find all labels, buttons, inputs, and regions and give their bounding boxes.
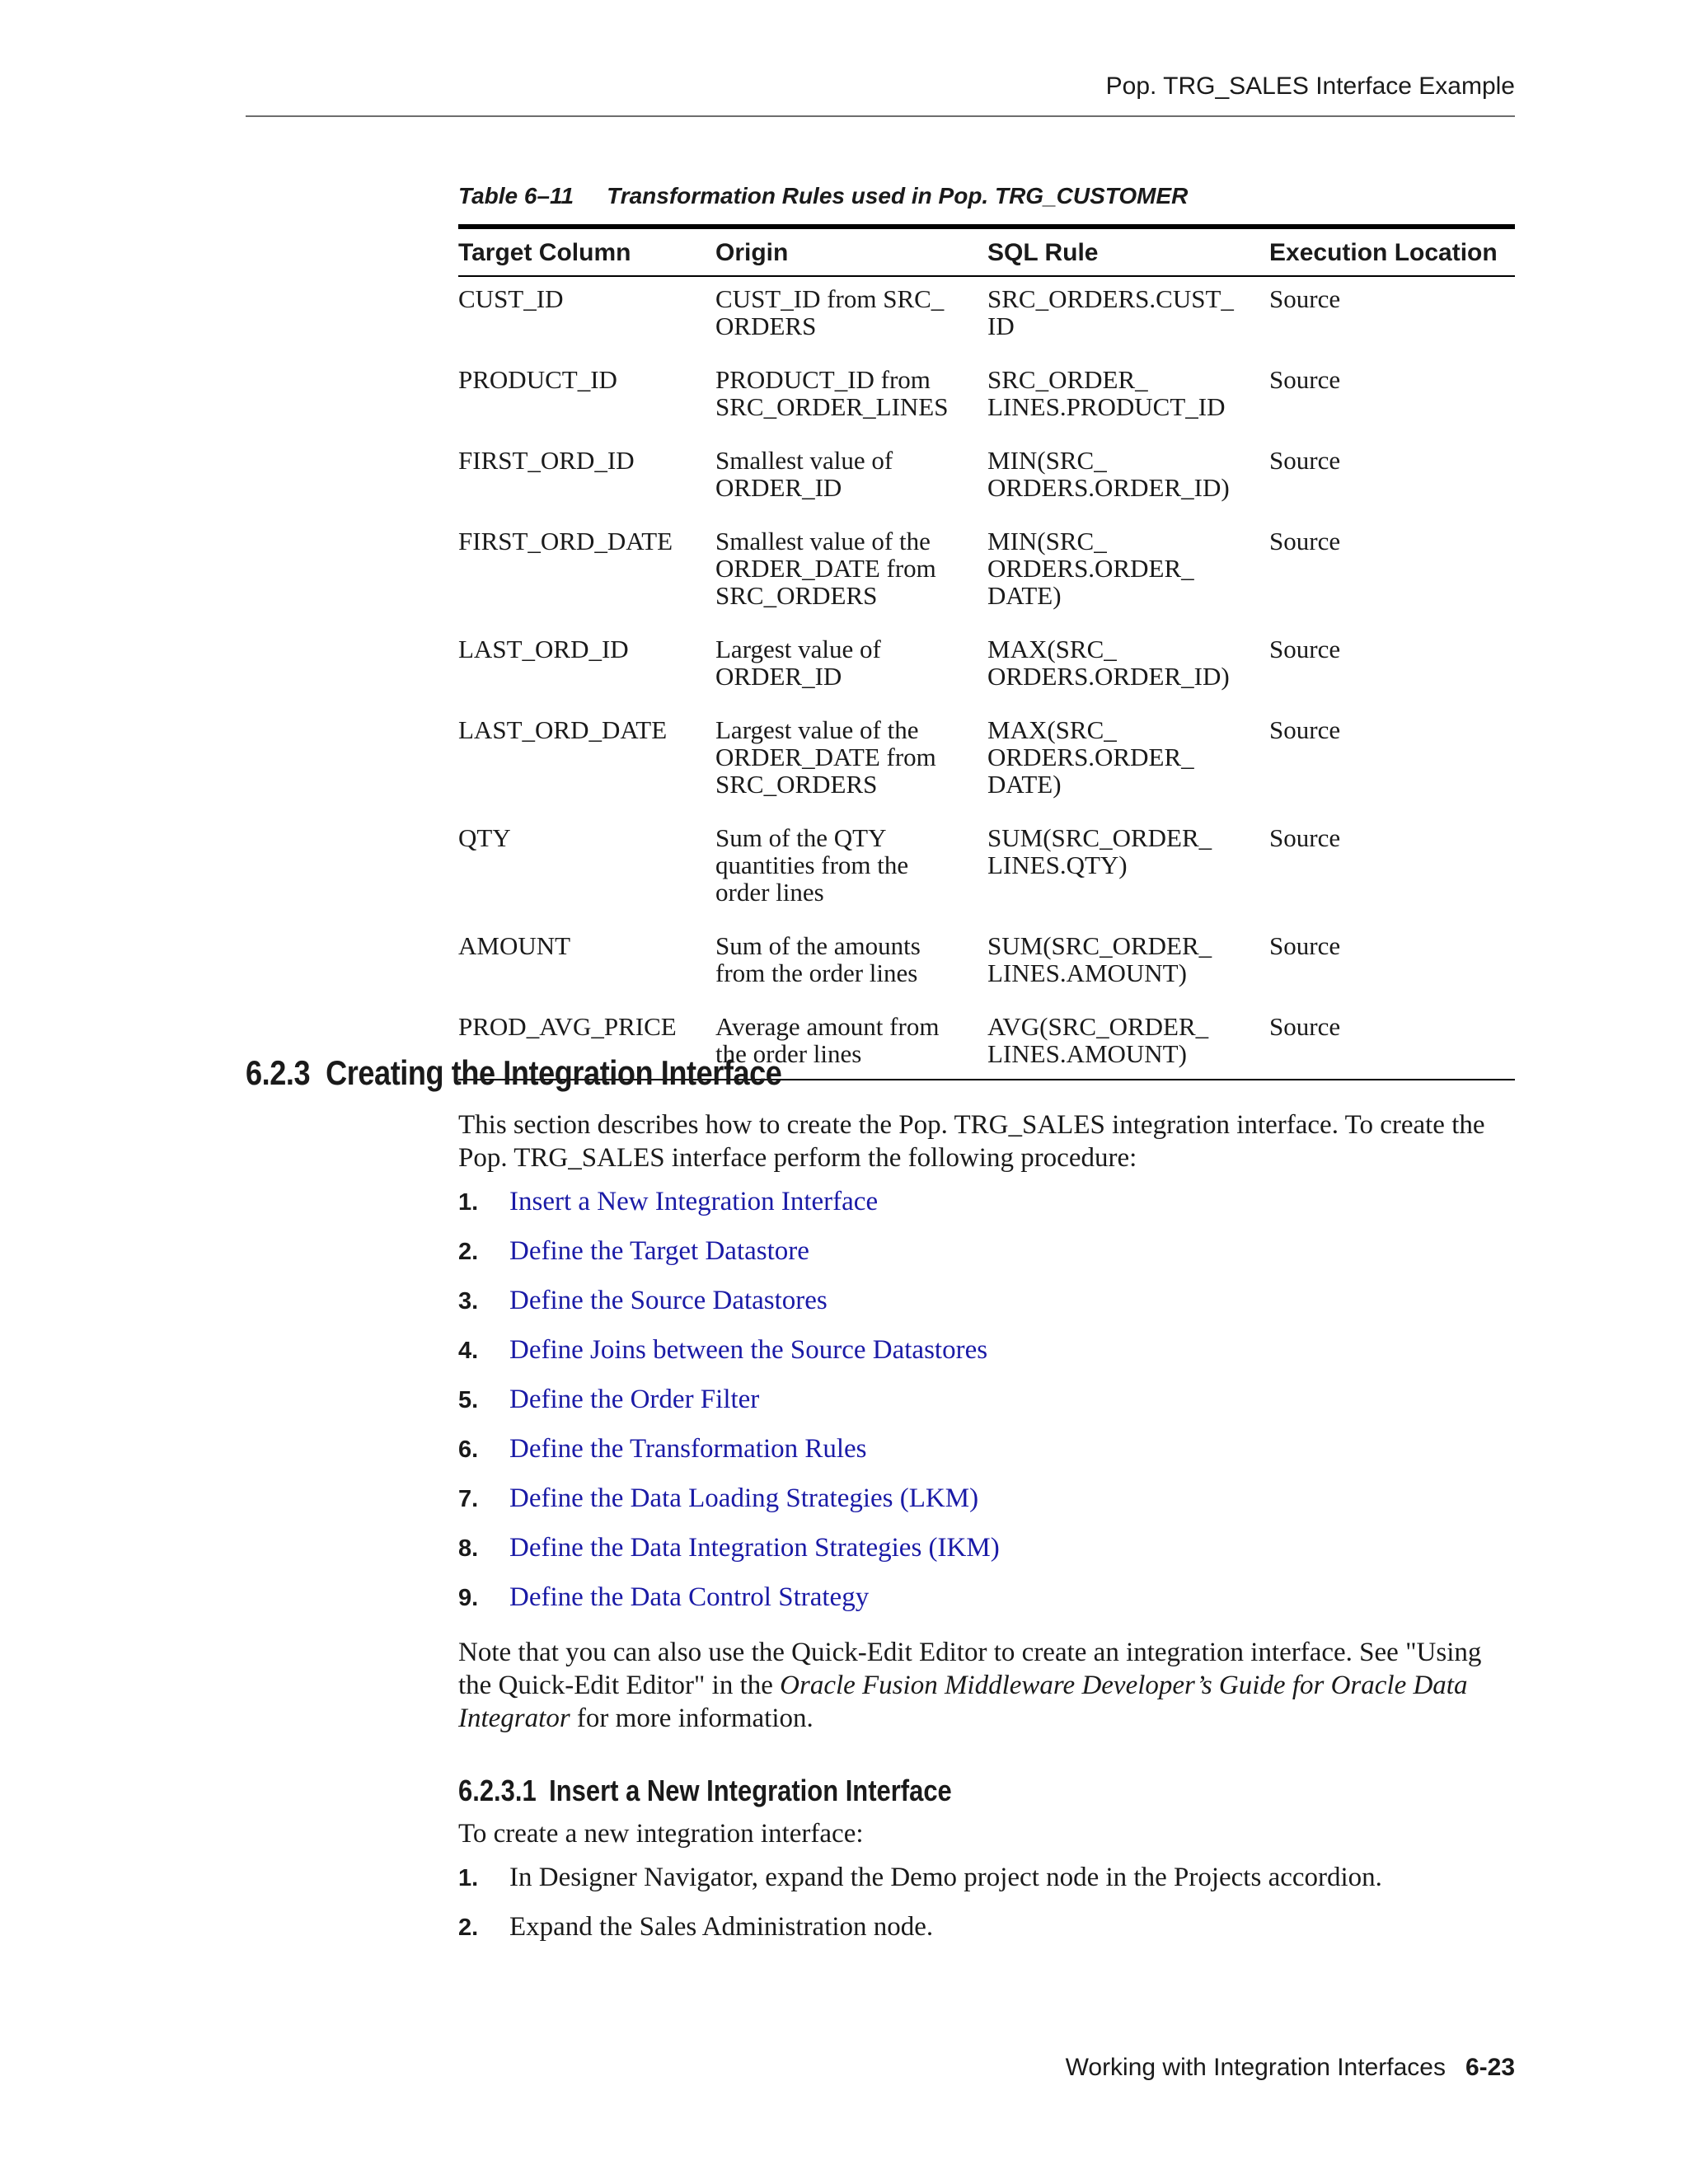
step-link[interactable]: Define the Data Control Strategy xyxy=(509,1582,870,1612)
table-cell: Sum of the amounts from the order lines xyxy=(715,931,921,987)
table-cell: SUM(SRC_ORDER_ LINES.QTY) xyxy=(987,823,1212,879)
step-number: 1. xyxy=(458,1189,479,1216)
table-row xyxy=(458,708,1515,816)
table-cell: Source xyxy=(1269,1012,1341,1041)
step-number: 1. xyxy=(458,1865,479,1891)
section-intro: This section describes how to create the Pop. TRG_SALES integration interface. To create the Pop. TRG_SALES interface perform the following procedure: xyxy=(458,1110,1485,1173)
table-cell: Source xyxy=(1269,527,1341,555)
procedure-steps xyxy=(458,1187,1515,1632)
note-text-start: Note that you can also use the Quick-Edit Editor to create an integration interface. See "Using the Quick-Edit Editor" in the xyxy=(458,1638,1482,1700)
step-link[interactable]: Define the Data Loading Strategies (LKM) xyxy=(509,1483,979,1513)
step-number: 9. xyxy=(458,1585,479,1611)
table-cell: PRODUCT_ID xyxy=(458,365,617,394)
table-row xyxy=(458,358,1515,438)
procedure-step xyxy=(458,1533,1515,1582)
procedure-step xyxy=(458,1582,1515,1632)
step-number: 5. xyxy=(458,1387,479,1413)
procedure-step xyxy=(458,1236,1515,1286)
table-header-row xyxy=(458,227,1515,276)
procedure-step xyxy=(458,1483,1515,1533)
header-execution-location: Execution Location xyxy=(1269,239,1498,266)
step-number: 6. xyxy=(458,1436,479,1463)
table-body xyxy=(458,276,1515,1080)
table-cell: MAX(SRC_ ORDERS.ORDER_ID) xyxy=(987,635,1230,691)
table-caption-number: Table 6–11 xyxy=(458,183,574,209)
step-link[interactable]: Define the Order Filter xyxy=(509,1385,760,1414)
section-number: 6.2.3 xyxy=(246,1053,311,1092)
table-cell: Smallest value of ORDER_ID xyxy=(715,446,893,502)
page-number: 6-23 xyxy=(1465,2054,1515,2081)
table-row xyxy=(458,627,1515,708)
table-row xyxy=(458,276,1515,358)
header-rule xyxy=(246,115,1515,117)
table-caption-title: Transformation Rules used in Pop. TRG_CUSTOMER xyxy=(607,183,1189,209)
table-cell: PRODUCT_ID from SRC_ORDER_LINES xyxy=(715,365,949,421)
subsection-heading xyxy=(458,1774,952,1808)
table-cell: MIN(SRC_ ORDERS.ORDER_ID) xyxy=(987,446,1230,502)
subsection-step xyxy=(458,1863,1515,1912)
table-cell: SRC_ORDER_ LINES.PRODUCT_ID xyxy=(987,365,1226,421)
step-number: 7. xyxy=(458,1486,479,1512)
table-row xyxy=(458,924,1515,1005)
step-number: 2. xyxy=(458,1915,479,1941)
subsection-intro: To create a new integration interface: xyxy=(458,1819,864,1849)
header-origin: Origin xyxy=(715,239,789,266)
procedure-step xyxy=(458,1187,1515,1236)
step-link[interactable]: Define the Target Datastore xyxy=(509,1236,809,1266)
footer-title: Working with Integration Interfaces xyxy=(1065,2054,1446,2081)
transformation-rules-table-block xyxy=(458,183,1515,1080)
step-link[interactable]: Define Joins between the Source Datastores xyxy=(509,1335,988,1365)
table-caption xyxy=(458,183,1515,209)
step-number: 4. xyxy=(458,1338,479,1364)
subsection-steps xyxy=(458,1863,1515,1961)
header-sql-rule: SQL Rule xyxy=(987,239,1099,266)
table-cell: FIRST_ORD_ID xyxy=(458,446,635,475)
section-title: Creating the Integration Interface xyxy=(326,1053,782,1092)
table-cell: CUST_ID xyxy=(458,284,564,313)
note-text-end: for more information. xyxy=(570,1704,814,1733)
table-cell: PROD_AVG_PRICE xyxy=(458,1012,677,1041)
transformation-rules-table xyxy=(458,224,1515,1080)
table-cell: Largest value of ORDER_ID xyxy=(715,635,881,691)
procedure-step xyxy=(458,1434,1515,1483)
step-link[interactable]: Insert a New Integration Interface xyxy=(509,1187,879,1216)
section-heading xyxy=(246,1053,781,1093)
step-text: In Designer Navigator, expand the Demo project node in the Projects accordion. xyxy=(509,1863,1382,1892)
table-cell: Sum of the QTY quantities from the order lines xyxy=(715,823,909,907)
table-cell: MAX(SRC_ ORDERS.ORDER_ DATE) xyxy=(987,715,1194,799)
step-number: 3. xyxy=(458,1288,479,1315)
table-cell: FIRST_ORD_DATE xyxy=(458,527,673,555)
table-cell: SRC_ORDERS.CUST_ ID xyxy=(987,284,1234,340)
quick-edit-note xyxy=(458,1636,1515,1735)
subsection-step xyxy=(458,1912,1515,1961)
table-cell: AVG(SRC_ORDER_ LINES.AMOUNT) xyxy=(987,1012,1209,1068)
procedure-step xyxy=(458,1286,1515,1335)
table-cell: LAST_ORD_ID xyxy=(458,635,629,663)
subsection-number: 6.2.3.1 xyxy=(458,1774,537,1807)
table-row xyxy=(458,438,1515,519)
table-cell: Smallest value of the ORDER_DATE from SRC_ORDERS xyxy=(715,527,936,610)
table-cell: SUM(SRC_ORDER_ LINES.AMOUNT) xyxy=(987,931,1212,987)
table-cell: Source xyxy=(1269,715,1341,744)
table-cell: LAST_ORD_DATE xyxy=(458,715,668,744)
table-cell: Source xyxy=(1269,823,1341,852)
step-link[interactable]: Define the Transformation Rules xyxy=(509,1434,867,1464)
step-link[interactable]: Define the Source Datastores xyxy=(509,1286,828,1315)
table-cell: CUST_ID from SRC_ ORDERS xyxy=(715,284,945,340)
header-target-column: Target Column xyxy=(458,239,631,266)
running-header: Pop. TRG_SALES Interface Example xyxy=(1105,73,1515,100)
table-cell: MIN(SRC_ ORDERS.ORDER_ DATE) xyxy=(987,527,1194,610)
step-link[interactable]: Define the Data Integration Strategies (IKM) xyxy=(509,1533,1000,1563)
table-cell: AMOUNT xyxy=(458,931,571,960)
step-number: 2. xyxy=(458,1239,479,1265)
table-cell: Source xyxy=(1269,931,1341,960)
table-cell: Source xyxy=(1269,365,1341,394)
table-cell: Largest value of the ORDER_DATE from SRC_ORDERS xyxy=(715,715,936,799)
table-cell: Source xyxy=(1269,446,1341,475)
step-number: 8. xyxy=(458,1535,479,1562)
step-text: Expand the Sales Administration node. xyxy=(509,1912,934,1942)
page-footer xyxy=(1066,2054,1515,2082)
table-cell: QTY xyxy=(458,823,511,852)
table-row xyxy=(458,816,1515,924)
table-row xyxy=(458,519,1515,627)
subsection-title: Insert a New Integration Interface xyxy=(549,1774,952,1807)
table-cell: Average amount from the order lines xyxy=(715,1012,940,1068)
procedure-step xyxy=(458,1385,1515,1434)
procedure-step xyxy=(458,1335,1515,1385)
note-book-title: Oracle Fusion Middleware Developer’s Guide for Oracle Data Integrator xyxy=(458,1671,1468,1733)
table-cell: Source xyxy=(1269,635,1341,663)
table-cell: Source xyxy=(1269,284,1341,313)
